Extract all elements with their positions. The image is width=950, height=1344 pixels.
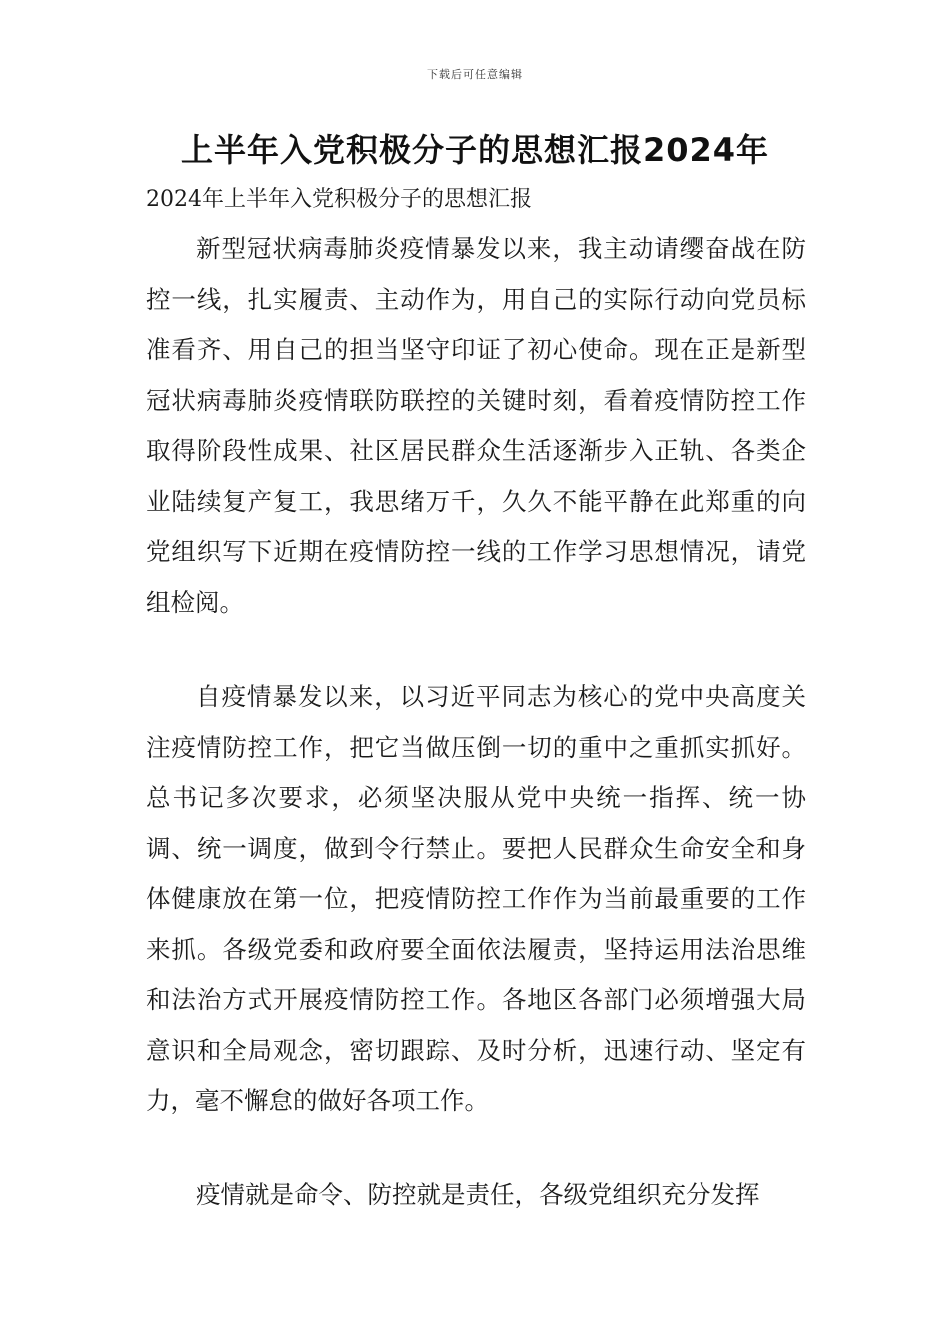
body-paragraph-1: 新型冠状病毒肺炎疫情暴发以来，我主动请缨奋战在防控一线，扎实履责、主动作为，用自己的实际行动向党员标准看齐、用自己的担当坚守印证了初心使命。现在正是新型冠状病毒肺炎疫情联防联控的关键时刻，看着疫情防控工作取得阶段性成果、社区居民群众生活逐渐步入正轨、各类企业陆续复产复工，我思绪万千，久久不能平静在此郑重的向党组织写下近期在疫情防控一线的工作学习思想情况，请党组检阅。 — [146, 234, 806, 617]
body-paragraph-2: 自疫情暴发以来，以习近平同志为核心的党中央高度关注疫情防控工作，把它当做压倒一切的重中之重抓实抓好。总书记多次要求，必须坚决服从党中央统一指挥、统一协调、统一调度，做到令行禁止。要把人民群众生命安全和身体健康放在第一位，把疫情防控工作作为当前最重要的工作来抓。各级党委和政府要全面依法履责，坚持运用法治思维和法治方式开展疫情防控工作。各地区各部门必须增强大局意识和全局观念，密切跟踪、及时分析，迅速行动、坚定有力，毫不懈怠的做好各项工作。 — [146, 682, 806, 1115]
header-note: 下载后可任意编辑 — [427, 68, 523, 81]
document-title: 上半年入党积极分子的思想汇报2024年 — [180, 131, 770, 169]
document-subtitle: 2024年上半年入党积极分子的思想汇报 — [146, 187, 532, 212]
body-paragraph-3: 疫情就是命令、防控就是责任，各级党组织充分发挥 — [196, 1180, 760, 1209]
